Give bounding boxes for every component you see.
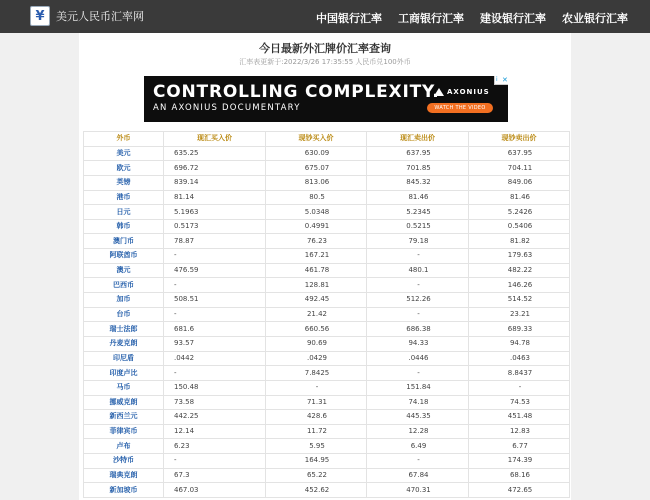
currency-name[interactable]: 丹麦克朗 bbox=[84, 336, 164, 351]
spot-buy-cell: 67.3 bbox=[164, 468, 266, 483]
cash-buy-cell: 128.81 bbox=[266, 278, 367, 293]
currency-name[interactable]: 印度卢比 bbox=[84, 366, 164, 381]
table-row bbox=[84, 161, 570, 176]
cash-buy-cell: .0429 bbox=[266, 351, 367, 366]
cash-buy-cell: 11.72 bbox=[266, 424, 367, 439]
spot-sell-cell: 6.49 bbox=[367, 439, 469, 454]
spot-buy-cell: 150.48 bbox=[164, 380, 266, 395]
cash-sell-cell: 94.78 bbox=[469, 336, 570, 351]
table-row bbox=[84, 351, 570, 366]
table-row bbox=[84, 483, 570, 498]
cash-sell-cell: 849.06 bbox=[469, 175, 570, 190]
cash-sell-cell: 8.8437 bbox=[469, 366, 570, 381]
cash-buy-cell: 660.56 bbox=[266, 322, 367, 337]
cash-buy-cell: 21.42 bbox=[266, 307, 367, 322]
spot-sell-cell: 701.85 bbox=[367, 161, 469, 176]
spot-buy-cell: 6.23 bbox=[164, 439, 266, 454]
spot-buy-cell: 508.51 bbox=[164, 293, 266, 308]
table-row bbox=[84, 468, 570, 483]
table-body bbox=[84, 146, 570, 497]
logo-symbol: ¥ bbox=[35, 8, 45, 24]
spot-sell-cell: - bbox=[367, 366, 469, 381]
currency-name[interactable]: 港币 bbox=[84, 190, 164, 205]
cash-buy-cell: 164.95 bbox=[266, 454, 367, 469]
spot-sell-cell: - bbox=[367, 454, 469, 469]
exchange-rate-table bbox=[83, 131, 570, 498]
ad-banner[interactable] bbox=[144, 76, 508, 122]
spot-sell-cell: 0.5215 bbox=[367, 219, 469, 234]
table-row bbox=[84, 439, 570, 454]
currency-name[interactable]: 澳元 bbox=[84, 263, 164, 278]
table-row bbox=[84, 205, 570, 220]
site-brand[interactable] bbox=[30, 6, 144, 26]
table-row bbox=[84, 234, 570, 249]
currency-name[interactable]: 加币 bbox=[84, 293, 164, 308]
spot-buy-cell: 0.5173 bbox=[164, 219, 266, 234]
spot-sell-cell: 480.1 bbox=[367, 263, 469, 278]
table-row bbox=[84, 336, 570, 351]
spot-buy-cell: 839.14 bbox=[164, 175, 266, 190]
ad-subline: AN AXONIUS DOCUMENTARY bbox=[153, 103, 301, 113]
table-row bbox=[84, 395, 570, 410]
cash-buy-cell: 167.21 bbox=[266, 249, 367, 264]
currency-name[interactable]: 沙特币 bbox=[84, 454, 164, 469]
cash-buy-cell: 461.78 bbox=[266, 263, 367, 278]
spot-sell-cell: 151.84 bbox=[367, 380, 469, 395]
site-title[interactable]: 美元人民币汇率网 bbox=[56, 10, 144, 23]
cash-sell-cell: 0.5406 bbox=[469, 219, 570, 234]
cash-buy-cell: 5.0348 bbox=[266, 205, 367, 220]
table-row bbox=[84, 380, 570, 395]
spot-buy-cell: 12.14 bbox=[164, 424, 266, 439]
spot-buy-cell: - bbox=[164, 307, 266, 322]
table-header-row bbox=[84, 132, 570, 147]
cash-buy-cell: 0.4991 bbox=[266, 219, 367, 234]
spot-buy-cell: - bbox=[164, 454, 266, 469]
cash-sell-cell: 146.26 bbox=[469, 278, 570, 293]
spot-buy-cell: 681.6 bbox=[164, 322, 266, 337]
spot-sell-cell: - bbox=[367, 278, 469, 293]
spot-sell-cell: 445.35 bbox=[367, 410, 469, 425]
cash-buy-cell: 71.31 bbox=[266, 395, 367, 410]
cash-sell-cell: 637.95 bbox=[469, 146, 570, 161]
table-row bbox=[84, 146, 570, 161]
spot-buy-cell: 93.57 bbox=[164, 336, 266, 351]
header-spot-sell: 现汇卖出价 bbox=[367, 132, 469, 147]
cash-sell-cell: 451.48 bbox=[469, 410, 570, 425]
nav-link-ccb[interactable]: 建设银行汇率 bbox=[480, 12, 546, 25]
header-cash-sell: 现钞卖出价 bbox=[469, 132, 570, 147]
table-row bbox=[84, 219, 570, 234]
site-logo-icon[interactable] bbox=[30, 6, 50, 26]
spot-buy-cell: 635.25 bbox=[164, 146, 266, 161]
currency-name[interactable]: 挪威克朗 bbox=[84, 395, 164, 410]
spot-buy-cell: .0442 bbox=[164, 351, 266, 366]
cash-buy-cell: 65.22 bbox=[266, 468, 367, 483]
ad-brand bbox=[434, 88, 490, 96]
cash-buy-cell: 428.6 bbox=[266, 410, 367, 425]
spot-buy-cell: - bbox=[164, 278, 266, 293]
currency-name[interactable]: 美元 bbox=[84, 146, 164, 161]
ad-close-icon[interactable]: ✕ bbox=[502, 76, 508, 84]
cash-buy-cell: 5.95 bbox=[266, 439, 367, 454]
table-row bbox=[84, 454, 570, 469]
cash-sell-cell: 514.52 bbox=[469, 293, 570, 308]
cash-sell-cell: 174.39 bbox=[469, 454, 570, 469]
spot-buy-cell: 73.58 bbox=[164, 395, 266, 410]
cash-buy-cell: 80.5 bbox=[266, 190, 367, 205]
currency-name[interactable]: 韩币 bbox=[84, 219, 164, 234]
spot-sell-cell: 67.84 bbox=[367, 468, 469, 483]
table-row bbox=[84, 293, 570, 308]
cash-sell-cell: 704.11 bbox=[469, 161, 570, 176]
spot-buy-cell: 78.87 bbox=[164, 234, 266, 249]
spot-sell-cell: 5.2345 bbox=[367, 205, 469, 220]
cash-buy-cell: 630.09 bbox=[266, 146, 367, 161]
spot-buy-cell: 467.03 bbox=[164, 483, 266, 498]
spot-sell-cell: 637.95 bbox=[367, 146, 469, 161]
cash-buy-cell: 7.8425 bbox=[266, 366, 367, 381]
spot-buy-cell: 5.1963 bbox=[164, 205, 266, 220]
spot-sell-cell: - bbox=[367, 249, 469, 264]
spot-sell-cell: 94.33 bbox=[367, 336, 469, 351]
cash-sell-cell: 482.22 bbox=[469, 263, 570, 278]
currency-name[interactable]: 新加坡币 bbox=[84, 483, 164, 498]
table-row bbox=[84, 307, 570, 322]
cash-sell-cell: 6.77 bbox=[469, 439, 570, 454]
currency-name[interactable]: 马币 bbox=[84, 380, 164, 395]
cash-sell-cell: 472.65 bbox=[469, 483, 570, 498]
cash-buy-cell: 813.06 bbox=[266, 175, 367, 190]
spot-buy-cell: 442.25 bbox=[164, 410, 266, 425]
cash-buy-cell: 492.45 bbox=[266, 293, 367, 308]
spot-buy-cell: 696.72 bbox=[164, 161, 266, 176]
ad-brand-name: AXONIUS bbox=[447, 88, 490, 96]
cash-buy-cell: - bbox=[266, 380, 367, 395]
cash-sell-cell: 5.2426 bbox=[469, 205, 570, 220]
currency-name[interactable]: 巴西币 bbox=[84, 278, 164, 293]
currency-name[interactable]: 澳门币 bbox=[84, 234, 164, 249]
currency-name[interactable]: 台币 bbox=[84, 307, 164, 322]
table-row bbox=[84, 278, 570, 293]
nav-link-icbc[interactable]: 工商银行汇率 bbox=[398, 12, 464, 25]
table-row bbox=[84, 249, 570, 264]
cash-sell-cell: 12.83 bbox=[469, 424, 570, 439]
cash-sell-cell: 74.53 bbox=[469, 395, 570, 410]
spot-sell-cell: - bbox=[367, 307, 469, 322]
currency-name[interactable]: 菲律宾币 bbox=[84, 424, 164, 439]
spot-sell-cell: 845.32 bbox=[367, 175, 469, 190]
table-row bbox=[84, 424, 570, 439]
spot-sell-cell: 12.28 bbox=[367, 424, 469, 439]
header-cash-buy: 现钞买入价 bbox=[266, 132, 367, 147]
cash-sell-cell: 23.21 bbox=[469, 307, 570, 322]
header-currency: 外币 bbox=[84, 132, 164, 147]
table-row bbox=[84, 190, 570, 205]
update-time-subtitle: 汇率表更新于:2022/3/26 17:35:55 人民币兑100外币 bbox=[239, 58, 411, 66]
spot-sell-cell: 512.26 bbox=[367, 293, 469, 308]
cash-sell-cell: 68.16 bbox=[469, 468, 570, 483]
spot-buy-cell: - bbox=[164, 249, 266, 264]
ad-choices[interactable] bbox=[494, 76, 508, 85]
currency-name[interactable]: 日元 bbox=[84, 205, 164, 220]
nav-links bbox=[300, 10, 628, 26]
table-row bbox=[84, 366, 570, 381]
main-panel bbox=[79, 33, 571, 500]
currency-name[interactable]: 英镑 bbox=[84, 175, 164, 190]
nav-link-abc[interactable]: 农业银行汇率 bbox=[562, 12, 628, 25]
currency-name[interactable]: 印尼盾 bbox=[84, 351, 164, 366]
ad-cta-button[interactable]: WATCH THE VIDEO bbox=[427, 103, 493, 113]
table-row bbox=[84, 322, 570, 337]
header-spot-buy: 现汇买入价 bbox=[164, 132, 266, 147]
spot-sell-cell: 79.18 bbox=[367, 234, 469, 249]
cash-sell-cell: .0463 bbox=[469, 351, 570, 366]
spot-sell-cell: 74.18 bbox=[367, 395, 469, 410]
cash-buy-cell: 675.07 bbox=[266, 161, 367, 176]
cash-buy-cell: 452.62 bbox=[266, 483, 367, 498]
currency-name[interactable]: 瑞典克朗 bbox=[84, 468, 164, 483]
spot-sell-cell: 81.46 bbox=[367, 190, 469, 205]
cash-sell-cell: 81.82 bbox=[469, 234, 570, 249]
spot-sell-cell: .0446 bbox=[367, 351, 469, 366]
currency-name[interactable]: 新西兰元 bbox=[84, 410, 164, 425]
cash-sell-cell: 81.46 bbox=[469, 190, 570, 205]
currency-name[interactable]: 瑞士法郎 bbox=[84, 322, 164, 337]
cash-buy-cell: 90.69 bbox=[266, 336, 367, 351]
top-navbar bbox=[0, 0, 650, 33]
table-row bbox=[84, 263, 570, 278]
cash-sell-cell: 179.63 bbox=[469, 249, 570, 264]
spot-sell-cell: 470.31 bbox=[367, 483, 469, 498]
page-title: 今日最新外汇牌价汇率查询 bbox=[259, 42, 391, 55]
spot-buy-cell: - bbox=[164, 366, 266, 381]
table-row bbox=[84, 410, 570, 425]
currency-name[interactable]: 卢布 bbox=[84, 439, 164, 454]
nav-link-boc[interactable]: 中国银行汇率 bbox=[316, 12, 382, 25]
spot-buy-cell: 476.59 bbox=[164, 263, 266, 278]
cash-sell-cell: 689.33 bbox=[469, 322, 570, 337]
spot-buy-cell: 81.14 bbox=[164, 190, 266, 205]
currency-name[interactable]: 欧元 bbox=[84, 161, 164, 176]
cash-sell-cell: - bbox=[469, 380, 570, 395]
ad-info-icon[interactable]: i bbox=[496, 76, 498, 83]
cash-buy-cell: 76.23 bbox=[266, 234, 367, 249]
table-row bbox=[84, 175, 570, 190]
spot-sell-cell: 686.38 bbox=[367, 322, 469, 337]
currency-name[interactable]: 阿联酋币 bbox=[84, 249, 164, 264]
axonius-logo-icon bbox=[434, 88, 444, 96]
ad-headline: CONTROLLING COMPLEXITY. bbox=[153, 82, 440, 102]
